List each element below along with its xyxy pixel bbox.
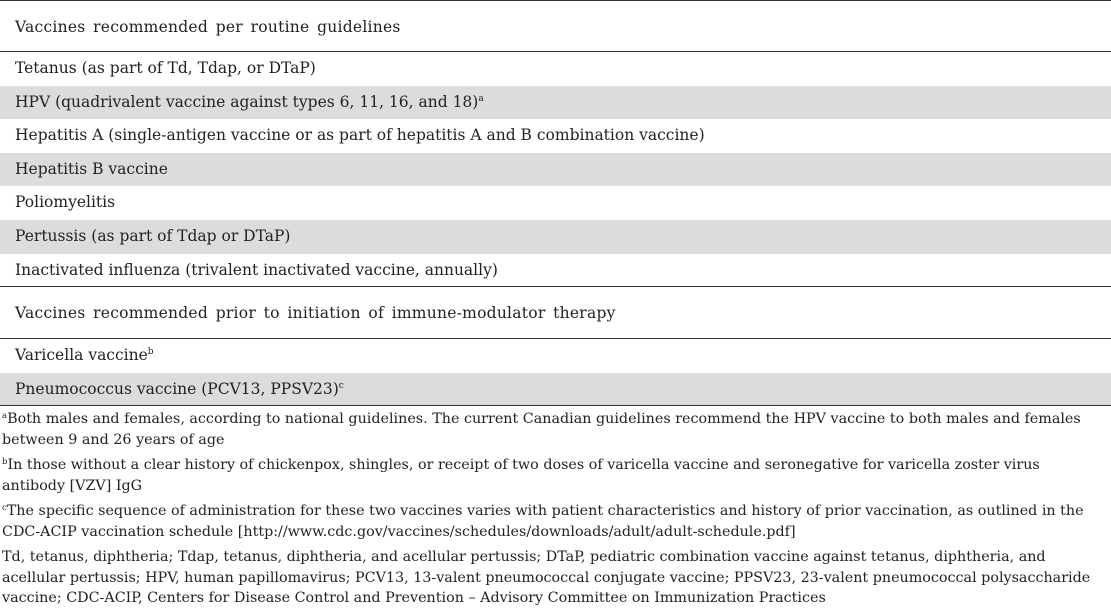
table-row [0,153,1111,187]
table-row [0,373,1111,407]
row-text: Inactivated influenza (trivalent inactivated vaccine, annually) [15,260,498,279]
table-row [0,254,1111,288]
table-row [0,52,1111,86]
table-row [0,339,1111,373]
abbreviations-note: Td, tetanus, diphtheria; Tdap, tetanus, diphtheria, and acellular pertussis; DTaP, pediatric combination vaccine against tetanus, diphtheria, and acellular pertussis; HPV, human papillomavirus; PCV13, 13-valent pneumococcal conjugate vaccine; PPSV23, 23-valent pneumococcal polysaccharide vaccine; CDC-ACIP, Centers for Disease Control and Prevention – Advisory Committee on Immunization Practices [2,549,1091,607]
footnote-marker: a [2,411,8,422]
footnote-text: The specific sequence of administration for these two vaccines varies with patient characteristics and history of prior vaccination, as outlined in the CDC-ACIP vaccination schedule [http://www.cdc.gov/vaccines/schedules/downloads/adult/adult-schedule.pdf] [2,503,1084,540]
footnote-marker: b [2,457,8,468]
row-text: Pneumococcus vaccine (PCV13, PPSV23) [15,379,339,398]
table-row [0,86,1111,120]
row-text: Hepatitis B vaccine [15,159,168,178]
footnote-marker: c [2,503,7,514]
footnote-b [2,455,1105,496]
footnote-text: In those without a clear history of chickenpox, shingles, or receipt of two doses of varicella vaccine and seronegative for varicella zoster virus antibody [VZV] IgG [2,457,1040,494]
row-text: HPV (quadrivalent vaccine against types 6, 11, 16, and 18) [15,92,479,111]
row-text: Hepatitis A (single-antigen vaccine or as part of hepatitis A and B combination vaccine) [15,126,705,145]
row-text: Pertussis (as part of Tdap or DTaP) [15,226,291,245]
table-row [0,119,1111,153]
row-text: Tetanus (as part of Td, Tdap, or DTaP) [15,59,316,77]
footnote-marker: a [478,93,484,104]
row-text: Poliomyelitis [15,193,116,212]
table-row [0,220,1111,254]
row-text: Varicella vaccine [15,346,148,365]
footnote-a [2,409,1105,450]
footnote-marker: b [147,347,154,358]
footnote-c [2,501,1105,542]
section-header-routine: Vaccines recommended per routine guidelines [0,0,1111,52]
footnote-marker: c [338,380,344,391]
footnote-text: Both males and females, according to national guidelines. The current Canadian guidelines recommend the HPV vaccine to both males and females between 9 and 26 years of age [2,411,1081,448]
footnotes [0,409,1111,609]
table-row [0,186,1111,220]
section-header-immune-modulator: Vaccines recommended prior to initiation of immune-modulator therapy [0,287,1111,339]
